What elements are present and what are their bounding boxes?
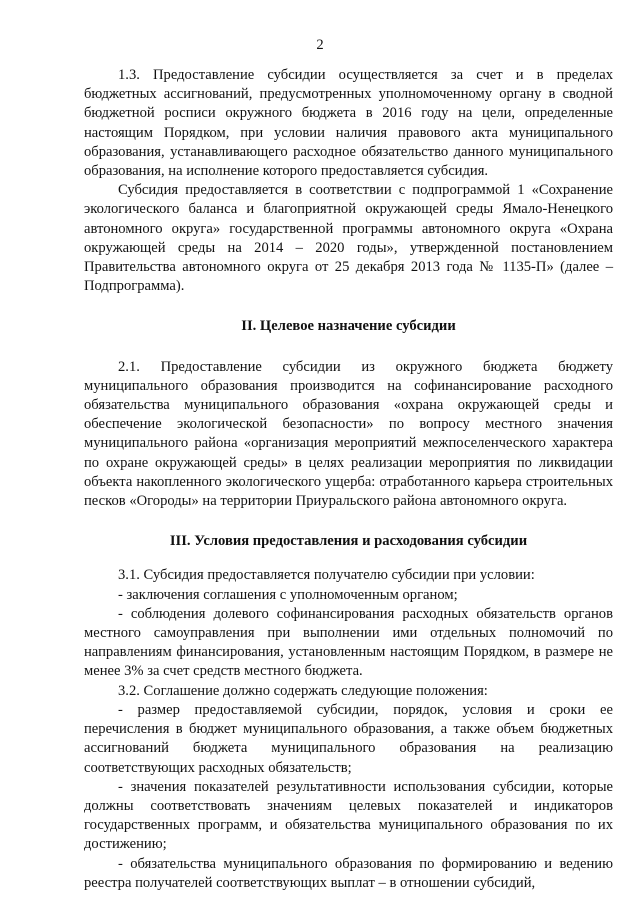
paragraph-subsidy-subprogram: Субсидия предоставляется в соответствии с подпрограммой 1 «Сохранение экологического баланса и благоприятной окружающей среды Ямало-Ненецкого автономного округа» государственной программы автономного округа «Охрана окружающей среды на 2014 – 2020 годы», утвержденной постановлением Правительства автономного округа от 25 декабря 2013 года № 1135-П» (далее – Подпрограмма). — [84, 182, 613, 295]
paragraph-3-1: 3.1. Субсидия предоставляется получателю субсидии при условии: — [118, 567, 535, 584]
list-item-register: - обязательства муниципального образования по формированию и ведению реестра получателей соответствующих выплат – в отношении субсидий, — [84, 855, 613, 891]
list-item-agreement: - заключения соглашения с уполномоченным органом; — [118, 586, 458, 603]
paragraph-3-2: 3.2. Соглашение должно содержать следующие положения: — [118, 682, 488, 699]
paragraph-2-1: 2.1. Предоставление субсидии из окружного бюджета бюджету муниципального образования производится на софинансирование расходного обязательства муниципального образования «охрана окружающей среды и обеспечение экологической безопасности» по вопросу местного значения муниципального района «организация мероприятий межпоселенческого характера по охране окружающей среды» в целях реализации мероприятия по ликвидации объекта накопленного экологического ущерба: отработанного карьера строительных песков «Огороды» на территории Приуральского района автономного округа. — [84, 358, 613, 510]
document-body — [84, 66, 613, 893]
section-heading-3: III. Условия предоставления и расходования субсидии — [169, 533, 528, 550]
list-item-cofinancing: - соблюдения долевого софинансирования расходных обязательств органов местного самоуправления при выполнении ими отдельных полномочий по направлениям финансирования, установленным настоящим Порядком, в размере не менее 3% за счет средств местного бюджета. — [84, 605, 613, 680]
page-number: 2 — [316, 37, 324, 53]
paragraph-1-3: 1.3. Предоставление субсидии осуществляется за счет и в пределах бюджетных ассигнований, предусмотренных уполномоченному органу в сводной бюджетной росписи окружного бюджета в 2016 году на цели, определенные настоящим Порядком, при условии наличия правового акта муниципального образования, устанавливающего расходное обязательство данного муниципального образования, на исполнение которого предоставляется субсидия. — [84, 67, 613, 180]
list-item-subsidy-size: - размер предоставляемой субсидии, порядок, условия и сроки ее перечисления в бюджет муниципального образования, а также объем бюджетных ассигнований бюджета муниципального образования на реализацию соответствующих расходных обязательств; — [84, 701, 613, 776]
section-heading-2: II. Целевое назначение субсидии — [241, 318, 456, 335]
list-item-indicators: - значения показателей результативности использования субсидии, которые должны соответствовать значениям целевых показателей и индикаторов государственных программ, и обязательства муниципального образования по их достижению; — [84, 778, 613, 853]
